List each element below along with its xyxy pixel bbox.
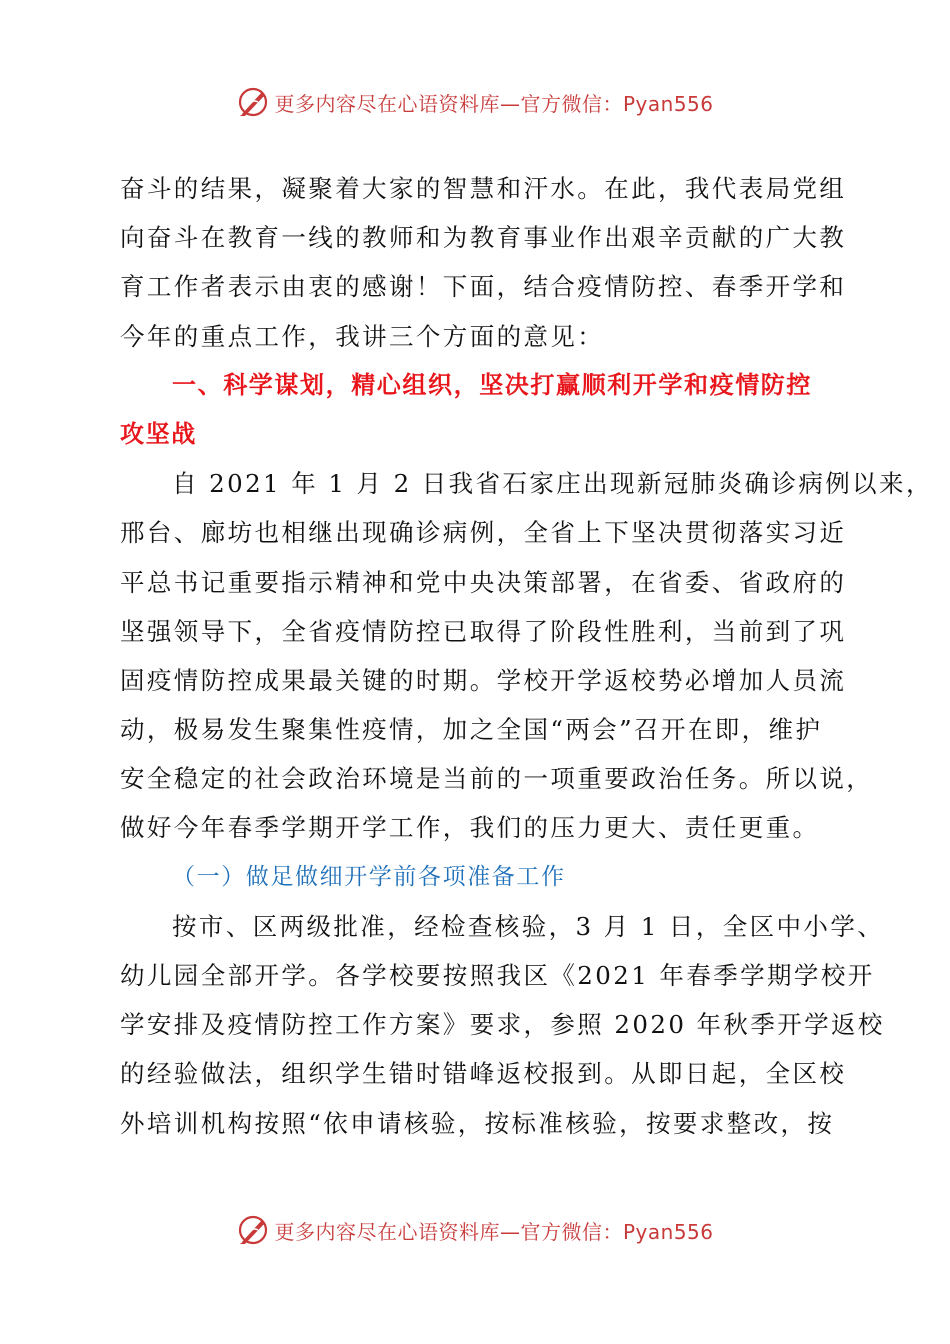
paragraph-line: 平总书记重要指示精神和党中央决策部署，在省委、省政府的 [120, 567, 847, 597]
paragraph-line: 的经验做法，组织学生错时错峰返校报到。从即日起，全区校 [120, 1059, 847, 1089]
banner-text: 更多内容尽在心语资料库—官方微信：Pyan556 [274, 91, 714, 116]
paragraph-line: 自 2021 年 1 月 2 日我省石家庄出现新冠肺炎确诊病例以来， [172, 469, 933, 499]
pen-logo-icon [236, 1213, 270, 1247]
banner-text: 更多内容尽在心语资料库—官方微信：Pyan556 [274, 1219, 714, 1244]
paragraph-line: 固疫情防控成果最关键的时期。学校开学返校势必增加人员流 [120, 665, 847, 695]
paragraph-line: 安全稳定的社会政治环境是当前的一项重要政治任务。所以说， [120, 764, 874, 794]
wechat-id: Pyan556 [622, 91, 714, 116]
paragraph-line: 今年的重点工作，我讲三个方面的意见： [120, 321, 605, 351]
header-banner [0, 82, 950, 122]
section-heading: 一、科学谋划，精心组织，坚决打赢顺利开学和疫情防控 [172, 370, 812, 399]
paragraph-line: 按市、区两级批准，经检查核验，3 月 1 日，全区中小学、 [172, 911, 885, 941]
paragraph-line: 育工作者表示由衷的感谢！下面，结合疫情防控、春季开学和 [120, 272, 847, 302]
subsection-heading: （一）做足做细开学前各项准备工作 [172, 863, 566, 890]
paragraph-line: 动，极易发生聚集性疫情，加之全国“两会”召开在即，维护 [120, 715, 823, 745]
paragraph-line: 奋斗的结果，凝聚着大家的智慧和汗水。在此，我代表局党组 [120, 174, 847, 203]
document-body [120, 164, 933, 1148]
paragraph-line: 幼儿园全部开学。各学校要按照我区《2021 年春季学期学校开 [120, 961, 875, 990]
paragraph-line: 向奋斗在教育一线的教师和为教育事业作出艰辛贡献的广大教 [120, 223, 847, 253]
paragraph-line: 外培训机构按照“依申请核验，按标准核验，按要求整改，按 [120, 1108, 835, 1138]
pen-logo-icon [236, 85, 270, 119]
paragraph-line: 做好今年春季学期开学工作，我们的压力更大、责任更重。 [120, 813, 820, 843]
paragraph-line: 学安排及疫情防控工作方案》要求，参照 2020 年秋季开学返校 [120, 1010, 885, 1040]
paragraph-line: 坚强领导下，全省疫情防控已取得了阶段性胜利，当前到了巩 [120, 616, 847, 646]
paragraph-line: 邢台、廊坊也相继出现确诊病例，全省上下坚决贯彻落实习近 [120, 518, 847, 548]
wechat-id: Pyan556 [622, 1219, 714, 1244]
section-heading: 攻坚战 [120, 419, 197, 448]
footer-banner [0, 1210, 950, 1250]
